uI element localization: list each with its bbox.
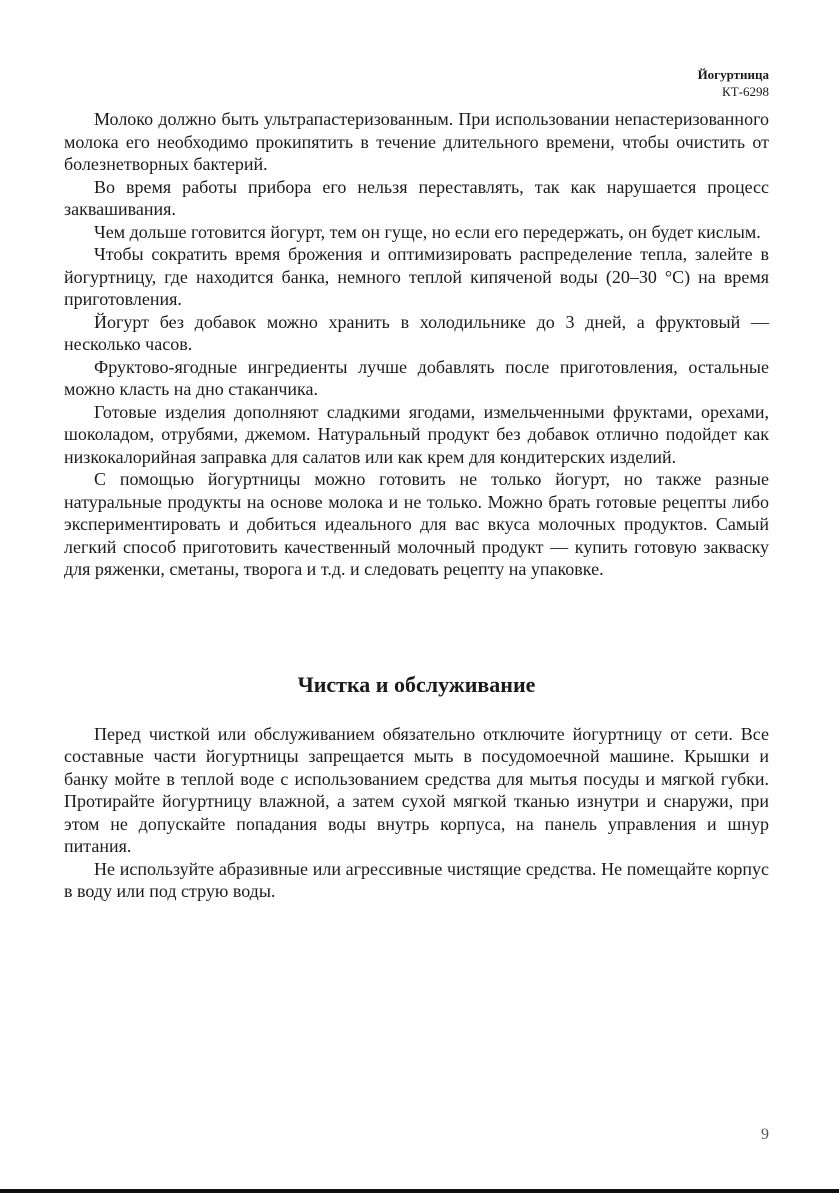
- header-title: Йогуртница: [697, 67, 769, 82]
- paragraph: Готовые изделия дополняют сладкими ягодами, измельченными фруктами, орехами, шоколадом, отрубями, джемом. Натуральный продукт без добавок отлично подойдет как низкокалорийная заправка для салатов или как крем для кондитерских изделий.: [64, 401, 769, 467]
- header-model: КТ-6298: [722, 84, 769, 99]
- section-title: Чистка и обслуживание: [297, 671, 536, 697]
- paragraph: Йогурт без добавок можно хранить в холодильнике до 3 дней, а фруктовый — несколько часов.: [64, 311, 769, 354]
- paragraph: Перед чисткой или обслуживанием обязательно отключите йогуртницу от сети. Все составные части йогуртницы запрещается мыть в посудомоечной машине. Крышки и банку мойте в теплой воде с использованием средства для мытья посуды и мягкой губки. Протирайте йогуртницу влажной, а затем сухой мягкой тканью изнутри и снаружи, при этом не допускайте попадания воды внутрь корпуса, на панель управления и шнур питания.: [64, 723, 769, 856]
- paragraph: Чтобы сократить время брожения и оптимизировать распределение тепла, залейте в йогуртницу, где находится банка, немного теплой кипяченой воды (20–30 °C) на время приготовления.: [64, 244, 769, 309]
- paragraph: Не используйте абразивные или агрессивные чистящие средства. Не помещайте корпус в воду или под струю воды.: [64, 858, 769, 901]
- paragraph: Фруктово-ягодные ингредиенты лучше добавлять после приготовления, остальные можно класть на дно стаканчика.: [64, 356, 769, 399]
- paragraph: Чем дольше готовится йогурт, тем он гуще, но если его передержать, он будет кислым.: [94, 221, 761, 242]
- paragraph: Молоко должно быть ультрапастеризованным. При использовании непастеризованного молока его необходимо прокипятить в течение длительного времени, чтобы очистить от болезнетворных бактерий.: [64, 109, 769, 174]
- paragraph: Во время работы прибора его нельзя переставлять, так как нарушается процесс заквашивания.: [64, 176, 769, 219]
- paragraph: С помощью йогуртницы можно готовить не только йогурт, но также разные натуральные продукты на основе молока и не только. Можно брать готовые рецепты либо экспериментировать и добиться идеального для вас вкуса молочных продуктов. Самый легкий способ приготовить качественный молочный продукт — купить готовую закваску для ряженки, сметаны, творога и т.д. и следовать рецепту на упаковке.: [64, 469, 769, 579]
- section-body: [64, 723, 769, 903]
- page-content: [64, 108, 769, 903]
- bottom-rule: [0, 1189, 839, 1193]
- running-header: [698, 66, 769, 100]
- page-number: 9: [761, 1126, 769, 1143]
